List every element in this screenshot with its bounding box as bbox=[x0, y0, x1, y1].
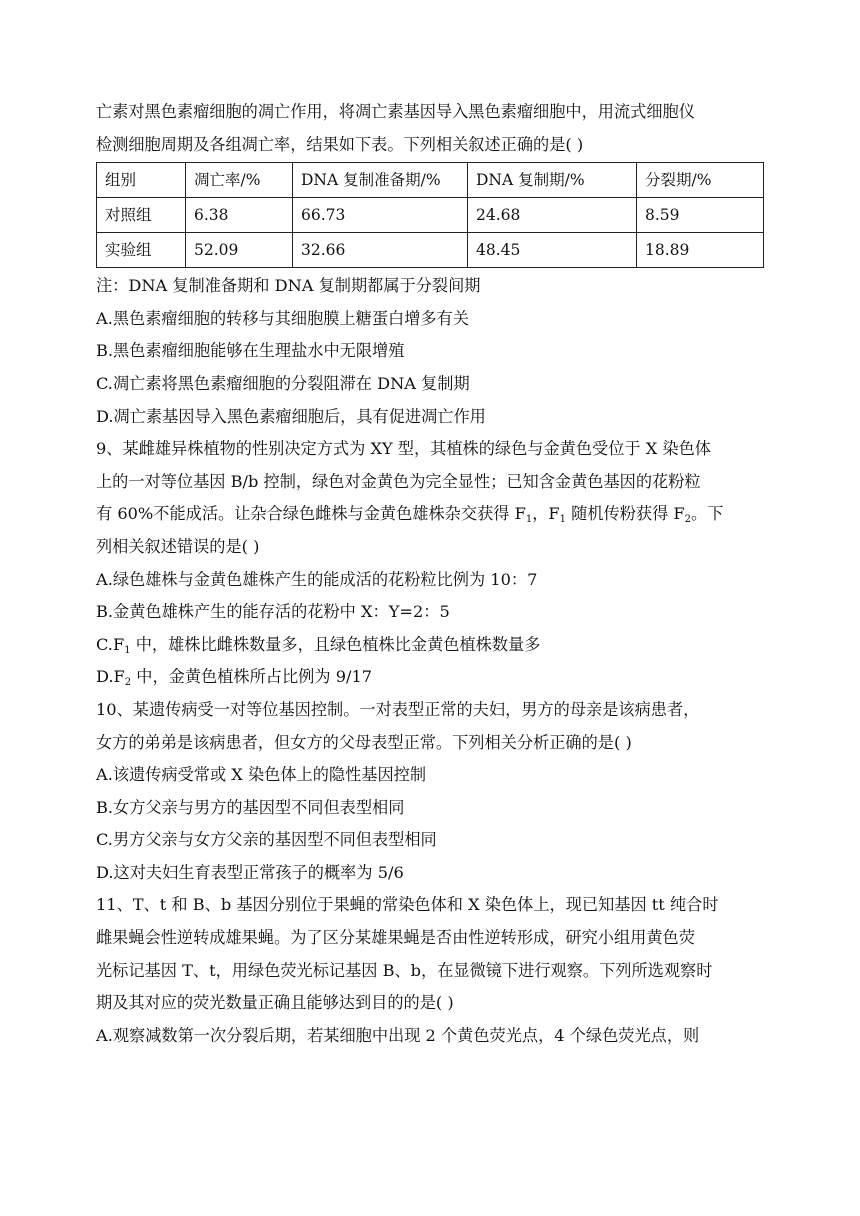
q9-line-4: 列相关叙述错误的是( ) bbox=[96, 536, 260, 556]
subscript: 2 bbox=[684, 514, 692, 526]
q11-line-2: 雌果蝇会性逆转成雄果蝇。为了区分某雄果蝇是否由性逆转形成，研究小组用黄色荧 bbox=[96, 928, 695, 948]
q9-option-b: B.金黄色雄株产生的能存活的花粉中 X：Y=2：5 bbox=[96, 602, 450, 622]
q9-line-1: 9、某雌雄异株植物的性别决定方式为 XY 型，其植株的绿色与金黄色受位于 X 染色体 bbox=[96, 439, 711, 459]
results-table bbox=[96, 162, 764, 268]
table-header-cell: 凋亡率/% bbox=[186, 163, 293, 198]
table-header-cell: DNA 复制期/% bbox=[468, 163, 637, 198]
table-note: 注：DNA 复制准备期和 DNA 复制期都属于分裂间期 bbox=[96, 276, 481, 296]
q11-line-3: 光标记基因 T、t，用绿色荧光标记基因 B、b，在显微镜下进行观察。下列所选观察时 bbox=[96, 960, 713, 980]
table-cell: 66.73 bbox=[293, 198, 468, 233]
q11-option-a: A.观察减数第一次分裂后期，若某细胞中出现 2 个黄色荧光点，4 个绿色荧光点，则 bbox=[96, 1025, 700, 1045]
q11-line-4: 期及其对应的荧光数量正确且能够达到目的的是( ) bbox=[96, 993, 454, 1013]
q9-text: 有 60%不能成活。让杂合绿色雌株与金黄色雄株杂交获得 F bbox=[96, 504, 526, 524]
table-cell: 24.68 bbox=[468, 198, 637, 233]
q9-text: 。下 bbox=[691, 504, 724, 524]
document-page bbox=[96, 96, 768, 1052]
q10-option-d: D.这对夫妇生育表型正常孩子的概率为 5/6 bbox=[96, 862, 404, 882]
q9-option-text: C.F bbox=[96, 634, 125, 654]
q10-option-a: A.该遗传病受常或 X 染色体上的隐性基因控制 bbox=[96, 765, 427, 785]
table-header-cell: 组别 bbox=[97, 163, 186, 198]
q9-option-a: A.绿色雄株与金黄色雄株产生的能成活的花粉粒比例为 10：7 bbox=[96, 569, 538, 589]
table-cell: 6.38 bbox=[186, 198, 293, 233]
table-cell: 实验组 bbox=[97, 233, 186, 268]
table-cell: 8.59 bbox=[637, 198, 764, 233]
q10-line-1: 10、某遗传病受一对等位基因控制。一对表型正常的夫妇，男方的母亲是该病患者， bbox=[96, 699, 700, 719]
q8-option-c: C.凋亡素将黑色素瘤细胞的分裂阻滞在 DNA 复制期 bbox=[96, 373, 470, 393]
subscript: 1 bbox=[525, 514, 533, 526]
q8-option-a: A.黑色素瘤细胞的转移与其细胞膜上糖蛋白增多有关 bbox=[96, 308, 469, 328]
table-cell: 32.66 bbox=[293, 233, 468, 268]
q11-line-1: 11、T、t 和 B、b 基因分别位于果蝇的常染色体和 X 染色体上，现已知基因 tt 纯合时 bbox=[96, 895, 719, 915]
table-row bbox=[97, 233, 764, 268]
q9-option-d bbox=[96, 661, 768, 694]
subscript: 1 bbox=[124, 644, 131, 656]
q9-text: ，F bbox=[532, 504, 560, 524]
table-row bbox=[97, 198, 764, 233]
subscript: 1 bbox=[559, 514, 566, 526]
q9-option-text: D.F bbox=[96, 667, 125, 687]
q9-option-c bbox=[96, 629, 768, 662]
table-cell: 对照组 bbox=[97, 198, 186, 233]
q9-line-3 bbox=[96, 498, 768, 531]
table-header-row bbox=[97, 163, 764, 198]
table-cell: 52.09 bbox=[186, 233, 293, 268]
q9-text: 随机传粉获得 F bbox=[566, 504, 685, 524]
q10-line-2: 女方的弟弟是该病患者，但女方的父母表型正常。下列相关分析正确的是( ) bbox=[96, 732, 632, 752]
intro-line-1: 亡素对黑色素瘤细胞的凋亡作用，将凋亡素基因导入黑色素瘤细胞中，用流式细胞仪 bbox=[96, 102, 695, 121]
q9-line-2: 上的一对等位基因 B/b 控制，绿色对金黄色为完全显性；已知含金黄色基因的花粉粒 bbox=[96, 471, 701, 491]
q8-option-d: D.凋亡素基因导入黑色素瘤细胞后，具有促进凋亡作用 bbox=[96, 406, 486, 426]
table-header-cell: DNA 复制准备期/% bbox=[293, 163, 468, 198]
table-cell: 18.89 bbox=[637, 233, 764, 268]
table-header-cell: 分裂期/% bbox=[637, 163, 764, 198]
intro-line-2: 检测细胞周期及各组凋亡率，结果如下表。下列相关叙述正确的是( ) bbox=[96, 134, 584, 154]
q10-option-c: C.男方父亲与女方父亲的基因型不同但表型相同 bbox=[96, 830, 437, 850]
q8-option-b: B.黑色素瘤细胞能够在生理盐水中无限增殖 bbox=[96, 341, 405, 361]
q9-option-text: 中，雄株比雌株数量多，且绿色植株比金黄色植株数量多 bbox=[130, 634, 541, 654]
q9-option-text: 中，金黄色植株所占比例为 9/17 bbox=[131, 667, 373, 687]
subscript: 2 bbox=[124, 677, 132, 689]
q10-option-b: B.女方父亲与男方的基因型不同但表型相同 bbox=[96, 797, 405, 817]
table-cell: 48.45 bbox=[468, 233, 637, 268]
